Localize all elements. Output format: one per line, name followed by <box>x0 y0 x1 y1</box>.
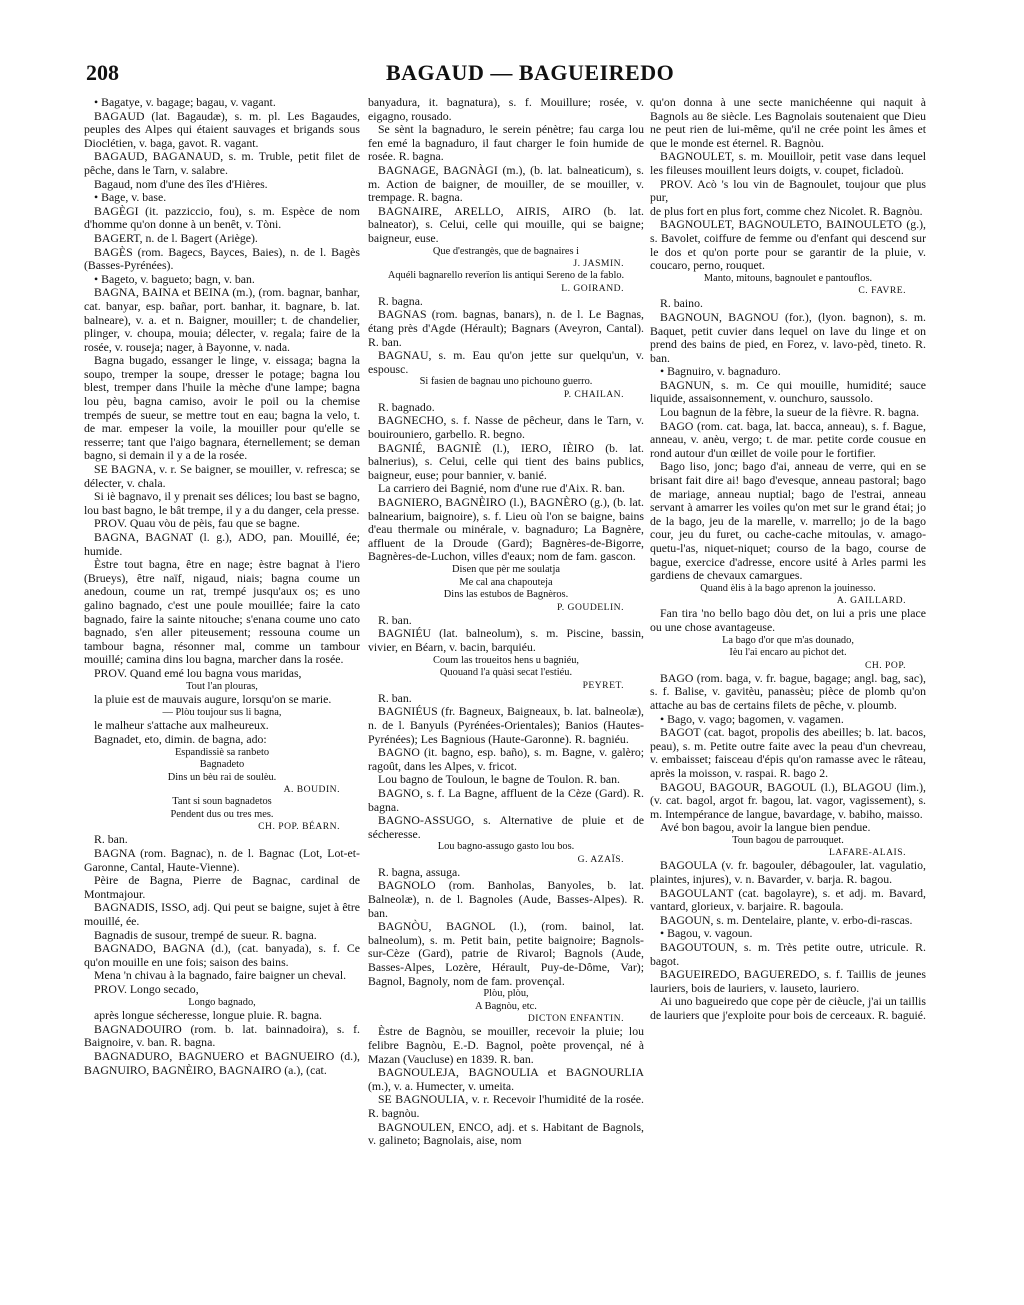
page-title: BAGAUD — BAGUEIREDO <box>386 60 675 85</box>
dictionary-entry: BAGNAS (rom. bagnas, banars), n. de l. Le Bagnas, étang près d'Agde (Hérault); Bagnars (Aveyron, Cantal). R. ban. <box>368 307 644 349</box>
quotation-author: C. FAVRE. <box>858 285 906 297</box>
quotation-author: G. AZAÏS. <box>577 853 624 865</box>
dictionary-entry: BAGOU, BAGOUR, BAGOUL (l.), BLAGOU (lim.), (v. cat. bagol, argot fr. bagou, lat. vagor, vagissement), s. m. Intempérance de langue, bavardage, v. babiho, maisso. <box>650 779 926 821</box>
dictionary-entry: BAGNOULET, s. m. Mouilloir, petit vase dans lequel les fileuses mouillent leurs doigts, v. coupet, ficladoù. <box>650 149 926 177</box>
dictionary-entry: BAGNOULET, BAGNOULETO, BAINOULETO (g.), s. Bavolet, coiffure de femme ou d'enfant qui descend sur le dos et qu'on porte pour se garantir de la pluie, v. coucaro, perno, rouquet. <box>650 217 926 273</box>
dictionary-entry: Se sènt la bagnaduro, le serein pénètre; fau carga lou fen emé la bagnaduro, il faut charger le foin humide de rosée. R. bagna. <box>368 122 644 164</box>
entry-continuation: de plus fort en plus fort, comme chez Nicolet. R. Bagnòu. <box>650 203 923 218</box>
dictionary-entry: • Bagou, v. vagoun. <box>660 926 753 941</box>
dictionary-entry: la pluie est de mauvais augure, lorsqu'on se marie. <box>94 692 332 707</box>
quotation-line: Dins las estubos de Bagnèros. <box>443 589 569 601</box>
dictionary-entry: SE BAGNA, v. r. Se baigner, se mouiller, v. refresca; se délecter, v. chala. <box>84 462 360 490</box>
quotation-line: Aquéli bagnarello reverïon lis antiqui Sereno de la fablo. <box>387 270 625 282</box>
entry-continuation: qu'on donna à une secte manichéenne qui naquit à Bagnols au 8e siècle. Les Bagnolais soutenaient que Dieu ne peut rien de lui-même, qu'il ne crée point les âmes et que le monde est éternel. R. Bagnòu. <box>650 95 926 150</box>
dictionary-entry: R. ban. <box>94 832 128 847</box>
dictionary-entry: BAGNIÉ, BAGNIÈ (l.), IERO, IÈIRO (b. lat. balnerius), s. Celui, celle qui tient des bains publics, baigneur, euse; pour bannier, v. banié. <box>368 440 644 482</box>
quotation-line: Si fasien de bagnau uno pichouno guerro. <box>419 376 593 388</box>
quotation-line: Tant si soun bagnadetos <box>172 796 272 808</box>
text-column-1 <box>84 96 360 1077</box>
dictionary-entry: BAGNADURO, BAGNUERO et BAGNUEIRO (d.), BAGNUIRO, BAGNÈIRO, BAGNAIRO (a.), (cat. <box>84 1048 360 1077</box>
dictionary-entry: Ai uno bagueiredo que cope pèr de cièucle, j'ai un taillis de lauriers que j'exploite pour bois de cerceaux. R. baguié. <box>650 994 926 1022</box>
dictionary-entry: Bagnadet, eto, dimin. de bagna, ado: <box>94 731 267 746</box>
page-number: 208 <box>86 60 119 85</box>
quotation-author: A. GAILLARD. <box>836 595 906 607</box>
quotation-line: Bagnadeto <box>199 759 245 771</box>
dictionary-entry: BAGOUN, s. m. Dentelaire, plante, v. erbo-di-rascas. <box>660 912 913 927</box>
dictionary-entry: • Bage, v. base. <box>94 190 167 205</box>
quotation-author: A. BOUDIN. <box>283 784 340 796</box>
quotation-line: Coum las troueitos hens u bagniéu, <box>432 654 580 666</box>
dictionary-entry: R. ban. <box>378 612 412 627</box>
dictionary-entry: BAGNÒU, BAGNOL (l.), (rom. bainol, lat. balneolum), s. m. Petit bain, petite baignoire; Bagnols-sur-Cèze (Gard), patrie de Rivarol; Bagnols (Aude, Basses-Alpes, Lozère, Hérault, Puy-de-Dôme, Var); Bagnol, Bagnoly, nom de fam. provençal. <box>368 919 644 988</box>
quotation-author: CH. POP. BÉARN. <box>258 821 340 833</box>
dictionary-entry: R. bagna. <box>378 293 423 308</box>
dictionary-entry: BAGNOULEJA, BAGNOULIA et BAGNOURLIA (m.), v. a. Humecter, v. umeita. <box>368 1065 644 1093</box>
quotation-author: CH. POP. <box>864 659 906 671</box>
dictionary-entry: • Bagnuiro, v. bagnaduro. <box>660 364 781 379</box>
dictionary-entry: R. ban. <box>378 690 412 705</box>
dictionary-entry: BAGERT, n. de l. Bagert (Ariège). <box>94 230 258 245</box>
quotation-line: Dins un bèu rai de soulèu. <box>167 771 277 783</box>
quotation-line: A Bagnòu, etc. <box>475 1000 537 1012</box>
dictionary-entry: Fan tira 'no bello bago dòu det, on lui a pris une place ou une chose avantageuse. <box>650 606 926 634</box>
dictionary-entry: • Bageto, v. bagueto; bagn, v. ban. <box>94 271 255 286</box>
dictionary-entry: BAGNADO, BAGNA (d.), (cat. banyada), s. f. Ce qu'on mouille en une fois; saison des bains. <box>84 941 360 969</box>
dictionary-entry: BAGNA (rom. Bagnac), n. de l. Bagnac (Lot, Lot-et-Garonne, Cantal, Haute-Vienne). <box>84 846 360 874</box>
quotation-line: Toun bagou de parrouquet. <box>732 834 844 846</box>
dictionary-entry: BAGNADIS, ISSO, adj. Qui peut se baigne, sujet à être mouillé, ée. <box>84 900 360 929</box>
dictionary-entry: Èstre tout bagna, être en nage; èstre bagnat à l'iero (Brueys), être naïf, nigaud, niais; bagna coume un anedoun, coume un rat, trempé jusqu'aux os; es uno galino bagnado, c'est une poule mouillée; faire la cato bagnado, faire la sainte nitouche; s'enana coume uno cato bagnado, s'en aller piteusement; ressouna coume un tambour bagna, résonner mal, comme un tambour mouillé; camina dins lou bagna, marcher dans la rosée. <box>84 557 360 667</box>
dictionary-entry: BAGOUTOUN, s. m. Très petite outre, utricule. R. bagot. <box>650 940 926 968</box>
text-column-2 <box>368 96 644 1148</box>
dictionary-entry: • Bago, v. vago; bagomen, v. vagamen. <box>660 711 844 726</box>
quotation-author: DICTON ENFANTIN. <box>527 1013 624 1025</box>
page-header <box>86 60 946 90</box>
dictionary-entry: PROV. Longo secado, <box>94 982 199 996</box>
dictionary-entry: BAGNIERO, BAGNÈIRO (l.), BAGNÈRO (g.), (b. lat. balnearium, baignoire), s. f. Lieu où l'on se baigne, bains d'eau thermale ou minérale, v. bagnaduro; La Bagnère, affluent de la Droude (Gard); Bagnères-de-Bigorre, Bagnères-de-Luchon, villes d'eaux; nom de fam. gascon. <box>368 495 644 564</box>
dictionary-entry: R. bagnado. <box>378 399 435 414</box>
dictionary-entry: Bagna bugado, essanger le linge, v. eissaga; bagna la soupo, tremper la soupe, dresser le potage; bagna lou blest, tremper dans l'huile la mèche d'une lampe; bagna lou pèu, bagna camiso, avoir le poil ou la chemise trempés de sueur, se mettre tout en eau; bagna la velo, t. de mar. empeser la voile, la mouiller pour qu'elle se resserre; tant que l'aigo bagnara, éternellement; se deman bagno, si demain il y a de la rosée. <box>84 353 360 463</box>
quotation-author: P. CHAILAN. <box>563 388 624 400</box>
dictionary-entry: PROV. Quand emé lou bagna vous maridas, <box>94 665 302 680</box>
dictionary-entry: R. baino. <box>660 296 703 311</box>
dictionary-entry: Èstre de Bagnòu, se mouiller, recevoir la pluie; lou felibre Bagnòu, E.-D. Bagnol, poète provençal, né à Mazan (Vaucluse) en 1839. R. ban. <box>368 1024 644 1066</box>
quotation-line: Quouand l'a quàsi secat l'estiéu. <box>439 667 573 679</box>
dictionary-entry: Si iè bagnavo, il y prenait ses délices; lou bast se bagno, lou bast bagno, le bât trempe, il y a du danger, cela presse. <box>84 489 360 517</box>
text-column-3 <box>650 96 926 1023</box>
dictionary-entry: BAGOT (cat. bagot, propolis des abeilles; b. lat. bacos, peau), s. m. Petite outre faite avec la peau d'un chevreau, v. embaisset; faisceau d'épis qu'on ramasse avec le râteau, après la moisson, v. raspai. R. bago 2. <box>650 725 926 780</box>
quotation-author: PEYRET. <box>582 679 624 691</box>
entry-continuation: banyadura, it. bagnatura), s. f. Mouillure; rosée, v. eigagno, rousado. <box>368 95 644 123</box>
dictionary-entry: PROV. Quau vòu de pèis, fau que se bagne. <box>94 516 300 531</box>
dictionary-entry: BAGNADOUIRO (rom. b. lat. bainnadoira), s. f. Baignoire, v. ban. R. bagna. <box>84 1021 360 1050</box>
dictionary-entry: Bago liso, jonc; bago d'ai, anneau de verre, qui en se brisant fait dire ai! bago d'evesque, anneau pastoral; bago de mariage, anneau nuptial; bago de l'estrai, anneau servant à amarrer les voiles qu'on met sur le grand étai; jo de la bago, jeu de la marelle, v. marrello; jo de la bago cour, jeu du furet, ou cache-cache mitoulas, v. amago-quetu-l'as, niquet-niquet; courso de la bago, course de bague, exercice d'adresse, encore usité à Arles parmi les gardiens de chevaux camargues. <box>650 459 926 583</box>
dictionary-entry: BAGAUD, BAGANAUD, s. m. Truble, petit filet de pêche, dans le Tarn, v. salabre. <box>84 149 360 177</box>
quotation-line: Manto, mitouns, bagnoulet e pantouflos. <box>703 272 873 284</box>
dictionary-entry: le malheur s'attache aux malheureux. <box>94 718 269 733</box>
quotation-author: J. JASMIN. <box>573 258 624 270</box>
dictionary-entry: BAGÈS (rom. Bageсs, Bayces, Baies), n. de l. Bagès (Basses-Pyrénées). <box>84 244 360 273</box>
quotation-line: Pendent dus ou tres mes. <box>170 808 274 820</box>
dictionary-entry: BAGNOLO (rom. Banholas, Banyoles, b. lat. Balneolæ), n. de l. Bagnoles (Aude, Basses-Alpes). R. ban. <box>368 878 644 920</box>
dictionary-entry: BAGNAU, s. m. Eau qu'on jette sur quelqu'un, v. espousc. <box>368 348 644 376</box>
quotation-line: Plòu, plòu, <box>483 988 529 1000</box>
quotation-author: L. GOIRAND. <box>561 282 624 294</box>
dictionary-entry: Lou bagnun de la fèbre, la sueur de la fièvre. R. bagna. <box>660 405 920 420</box>
dictionary-entry: BAGNIÉUS (fr. Bagneux, Baigneaux, b. lat. balneolæ), n. de l. Banyuls (Pyrénées-Orientales); Banios (Hautes-Pyrénées); Les Bagnious (Haute-Garonne). R. bagniéu. <box>368 704 644 746</box>
dictionary-entry: BAGÈGI (it. pazziccio, fou), s. m. Espèce de nom d'homme qu'on donne à un benêt, v. Tòni. <box>84 203 360 232</box>
quotation-author: P. GOUDELIN. <box>556 601 624 613</box>
quotation-line: Espandissiè sa ranbeto <box>174 746 270 758</box>
dictionary-entry: PROV. Acò 's lou vin de Bagnoulet, toujour que plus pur, <box>650 176 926 205</box>
dictionary-entry: SE BAGNOULIA, v. r. Recevoir l'humidité de la rosée. R. bagnòu. <box>368 1092 644 1120</box>
dictionary-entry: BAGNO-ASSUGO, s. Alternative de pluie et de sécheresse. <box>368 813 644 841</box>
quotation-line: Disen que pèr me soulatja <box>452 564 560 575</box>
dictionary-entry: BAGUEIREDO, BAGUEREDO, s. f. Taillis de jeunes lauriers, bois de lauriers, v. lauseto, lauriero. <box>650 967 926 995</box>
dictionary-entry: BAGNO (it. bagno, esp. baño), s. m. Bagne, v. galèro; ragoût, dans les Alpes, v. fricot. <box>368 745 644 773</box>
dictionary-entry: Bagaud, nom d'une des îles d'Hières. <box>94 176 268 191</box>
dictionary-entry: BAGNIÉU (lat. balneolum), s. m. Piscine, bassin, vivier, en Béarn, v. bacin, barquiéu. <box>368 626 644 654</box>
dictionary-entry: BAGOULANT (cat. bagolayre), s. et adj. m. Bavard, vantard, glorieux, v. barjaire. R. bagoula. <box>650 885 926 914</box>
dictionary-entry: Mena 'n chivau à la bagnado, faire baigner un cheval. <box>94 968 347 983</box>
quotation-author: LAFARE-ALAIS. <box>829 847 906 859</box>
quotation-line: Lou bagno-assugo gasto lou bos. <box>437 841 575 853</box>
dictionary-entry: BAGNOUN, BAGNOU (for.), (lyon. bagnon), s. m. Baquet, petit cuvier dans lequel on lave du linge et on prend des bains de pied, en Forez, v. lavo-pèd, tineto. R. ban. <box>650 309 926 365</box>
dictionary-entry: BAGNAGE, BAGNÀGI (m.), (b. lat. balneaticum), s. m. Action de baigner, de mouiller, de se mouiller, v. trempage. R. bagna. <box>368 162 644 205</box>
quotation-line: Ièu l'ai encaro au pichot det. <box>729 647 847 659</box>
quotation-line: Me cal ana chapouteja <box>459 576 553 588</box>
dictionary-entry: BAGO (rom. baga, v. fr. bague, bagage; angl. bag, sac), s. f. Balise, v. gavitèu, panassèu; pièce de plomb qu'on attache au bas de certains filets de pêche, v. ploumb. <box>650 670 926 712</box>
dictionary-entry: Avé bon bagou, avoir la langue bien pendue. <box>660 820 871 835</box>
dictionary-entry: BAGNAIRE, ARELLO, AIRIS, AIRO (b. lat. balneator), s. Celui, celle qui mouille, qui se baigne; baigneur, euse. <box>368 203 644 245</box>
dictionary-entry: BAGNO, s. f. La Bagne, affluent de la Cèze (Gard). R. bagna. <box>368 785 644 814</box>
dictionary-entry: BAGOULA (v. fr. bagouler, débagouler, lat. vagulatio, plaintes, injures), v. n. Bavarder, v. barja. R. bagou. <box>650 858 926 887</box>
quotation-line: Que d'estrangès, que de bagnaires i <box>432 245 580 257</box>
dictionary-entry: BAGNECHO, s. f. Nasse de pêcheur, dans le Tarn, v. bouirouniero, garbello. R. begno. <box>368 413 644 442</box>
dictionary-entry: BAGNA, BAINA et BEINA (m.), (rom. bagnar, banhar, cat. banyar, esp. bañar, port. banhar, it. bagnare, b. lat. balneare), v. a. et n. Baigner, mouiller; t. de chandelier, plinger, v. choupa, mouia; délecter, v. regala; faire de la rosée, v. rouseja; nager, à Bayonne, v. nada. <box>84 285 360 354</box>
dictionary-entry: Bagnadis de susour, trempé de sueur. R. bagna. <box>94 927 317 942</box>
dictionary-entry: BAGAUD (lat. Bagaudæ), s. m. pl. Les Bagaudes, peuples des Alpes qui étaient sauvages et brigands sous Dioclétien, v. baga, gavot. R. vagant. <box>84 108 360 150</box>
quotation-line: Quand èlis à la bago aprenon la jouinesso. <box>700 582 876 594</box>
dictionary-entry: BAGNOULEN, ENCO, adj. et s. Habitant de Bagnols, v. galineto; Bagnolais, aise, nom <box>368 1119 644 1148</box>
quotation-line: Longo bagnado, <box>188 996 256 1008</box>
dictionary-entry: Pèire de Bagna, Pierre de Bagnac, cardinal de Montmajour. <box>84 873 360 901</box>
quotation-line: Tout l'an plouras, <box>186 680 258 692</box>
dictionary-entry: BAGNUN, s. m. Ce qui mouille, humidité; sauce liquide, assaisonnement, v. ounchuro, saussolo. <box>650 377 926 406</box>
dictionary-entry: • Bagatye, v. bagage; bagau, v. vagant. <box>94 95 276 109</box>
dictionary-entry: La carriero dei Bagnié, nom d'une rue d'Aix. R. ban. <box>378 481 625 496</box>
dictionary-entry: après longue sécheresse, longue pluie. R. bagna. <box>94 1008 323 1023</box>
quotation-line: La bago d'or que m'as dounado, <box>722 634 854 646</box>
dictionary-entry: R. bagna, assuga. <box>378 864 461 879</box>
dictionary-entry: Lou bagno de Touloun, le bagne de Toulon. R. ban. <box>378 772 621 787</box>
dictionary-entry: BAGO (rom. cat. baga, lat. bacca, anneau), s. f. Bague, anneau, v. anèu, vergo; t. de mar. petite corde cousue en rond autour d'un œillet de voile pour le fortifier. <box>650 418 926 460</box>
quotation-line: — Plòu toujour sus li bagna, <box>162 706 282 718</box>
dictionary-entry: BAGNA, BAGNAT (l. g.), ADO, pan. Mouillé, ée; humide. <box>84 530 360 558</box>
